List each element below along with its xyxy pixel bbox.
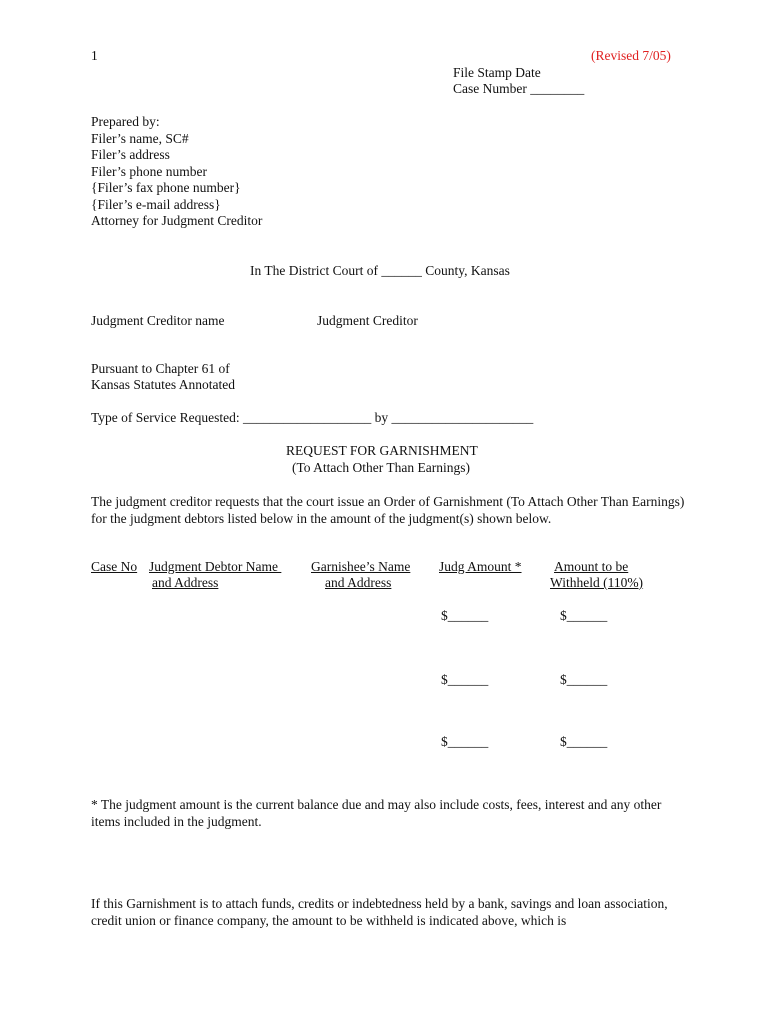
service-requested: Type of Service Requested: ___________________ by _____________________ (91, 410, 534, 425)
closing-paragraph: If this Garnishment is to attach funds, credits or indebtedness held by a bank, savings and loan association, credit union or finance company, the amount to be withheld is indicated above, which is (91, 896, 668, 928)
attorney-line: Attorney for Judgment Creditor (91, 213, 263, 228)
row-2-judg-amount: $______ (441, 672, 489, 687)
header-withheld-percent: Withheld (110%) (550, 575, 644, 590)
filer-address: Filer’s address (91, 147, 170, 162)
header-debtor-name: Judgment Debtor Name (149, 559, 282, 574)
creditor-role: Judgment Creditor (317, 313, 418, 328)
row-2-withheld: $______ (560, 672, 608, 687)
row-3-withheld: $______ (560, 734, 608, 749)
court-line: In The District Court of ______ County, Kansas (250, 263, 510, 278)
row-3-judg-amount: $______ (441, 734, 489, 749)
creditor-name: Judgment Creditor name (91, 313, 225, 328)
filer-email: {Filer’s e-mail address} (91, 197, 221, 212)
prepared-by-label: Prepared by: (91, 114, 160, 129)
page-number: 1 (91, 48, 98, 63)
statute-line-2: Kansas Statutes Annotated (91, 377, 235, 392)
header-garnishee-address: and Address (325, 575, 392, 590)
file-stamp-date: File Stamp Date (453, 65, 541, 80)
footnote: * The judgment amount is the current balance due and may also include costs, fees, interest and any other items included in the judgment. (91, 797, 662, 829)
statute-line-1: Pursuant to Chapter 61 of (91, 361, 230, 376)
revised-date: (Revised 7/05) (591, 48, 671, 63)
intro-paragraph: The judgment creditor requests that the court issue an Order of Garnishment (To Attach Other Than Earnings) for the judgment debtors listed below in the amount of the judgment(s) shown below. (91, 494, 685, 526)
header-garnishee-name: Garnishee’s Name (311, 559, 411, 574)
row-1-judg-amount: $______ (441, 608, 489, 623)
case-number: Case Number ________ (453, 81, 585, 96)
filer-fax: {Filer’s fax phone number} (91, 180, 241, 195)
row-1-withheld: $______ (560, 608, 608, 623)
header-amount-withheld: Amount to be (554, 559, 629, 574)
document-subtitle: (To Attach Other Than Earnings) (292, 460, 471, 475)
header-case-no: Case No (91, 559, 138, 574)
header-judg-amount: Judg Amount * (439, 559, 522, 574)
document-title: REQUEST FOR GARNISHMENT (286, 443, 478, 458)
header-debtor-address: and Address (152, 575, 219, 590)
filer-name: Filer’s name, SC# (91, 131, 189, 146)
filer-phone: Filer’s phone number (91, 164, 207, 179)
